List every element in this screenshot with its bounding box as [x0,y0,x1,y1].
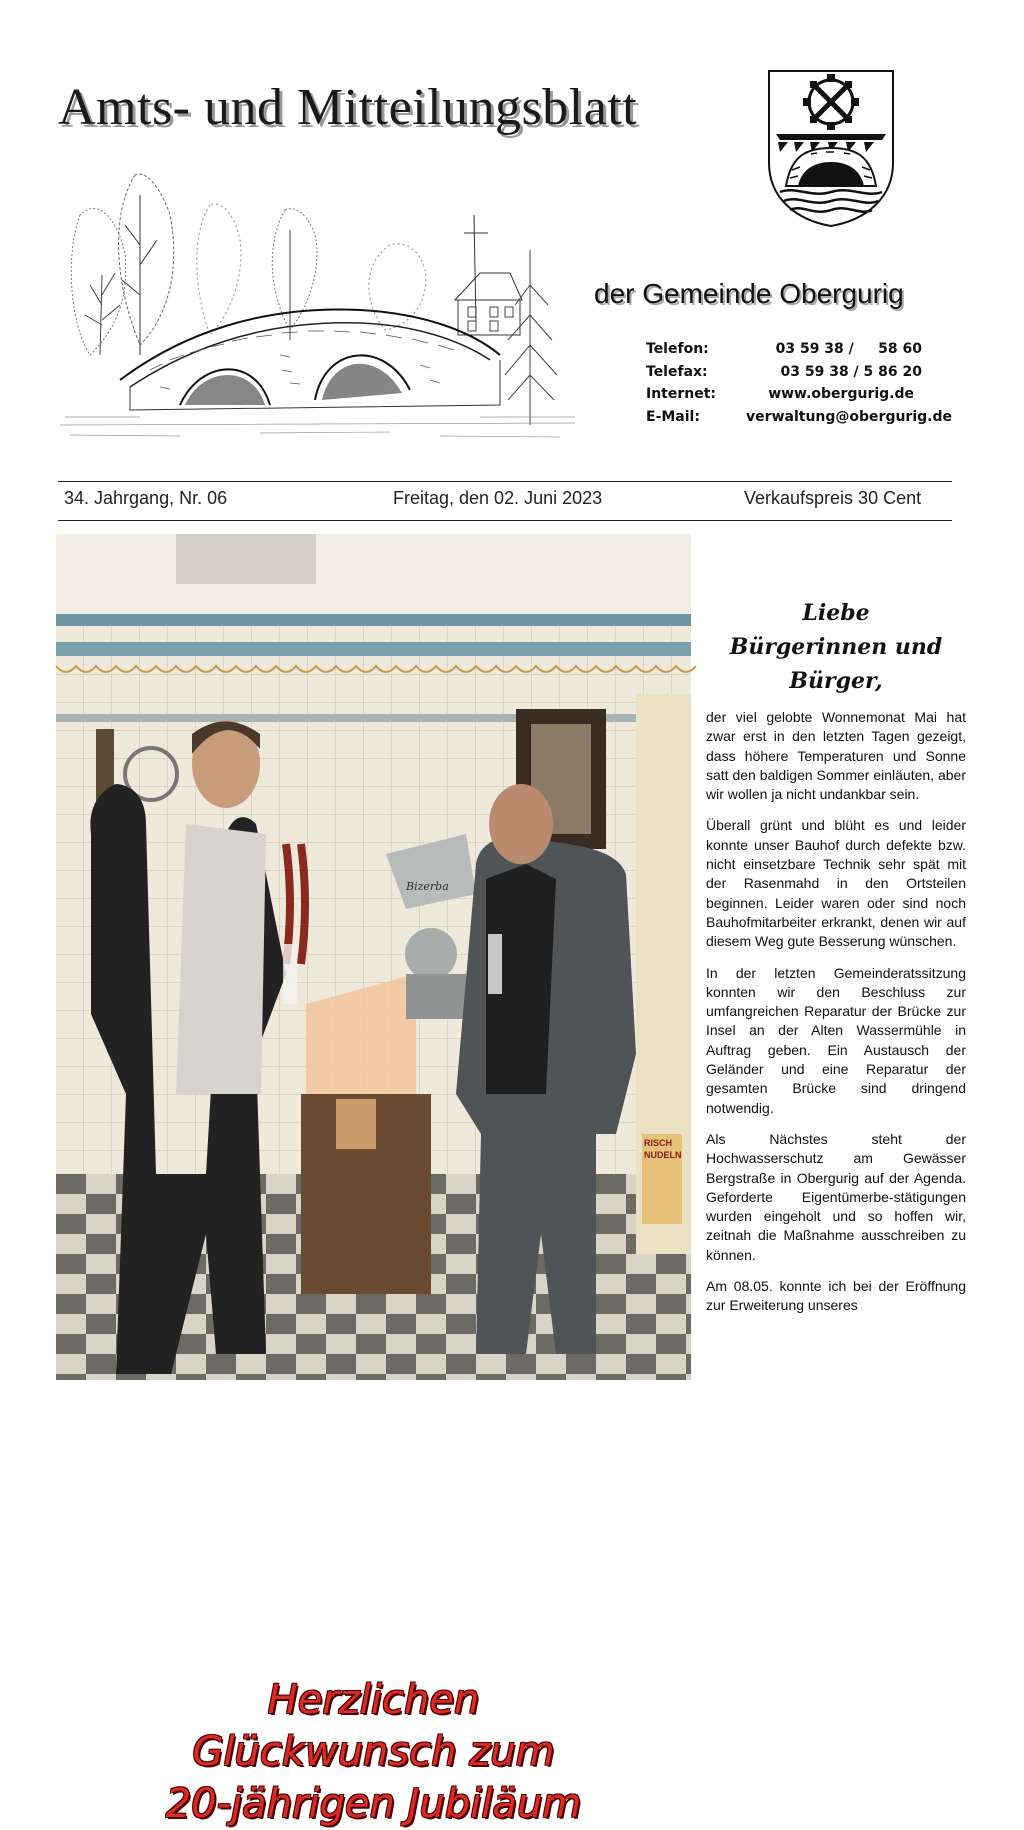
contact-label: Telefax: [646,363,708,380]
contact-block [646,338,952,428]
caption-line: 20-jährigen Jubiläum [165,1781,582,1827]
contact-label: Internet: [646,386,717,402]
contact-phone [646,338,952,361]
fax-number: 03 59 38 / 5 86 20 [780,363,922,380]
anniversary-caption [56,1674,691,1830]
letter-paragraph: Als Nächstes steht der Hochwasserschutz am Gewässer Bergstraße in Obergurig auf der Agenda. Geforderte Eigentümerbe-stätigungen wurden eingeholt und so hoffen wir, zeitnah die Maßnahme ausschreiben zu können. [706,1130,966,1263]
butcher-shop-photo [56,534,691,1380]
letter-paragraph: In der letzten Gemeinderatssitzung konnten wir den Beschluss zur umfangreichen Reparatur der Brücke zur Insel an der Alten Wassermühle in Auftrag geben. Ein Austausch der Geländer und eine Reparatur der gesamten Brücke sind dringend notwendig. [706,964,966,1116]
issue-volume: 34. Jahrgang, Nr. 06 [64,488,228,508]
issue-rule-top [58,481,952,482]
letter-paragraph: der viel gelobte Wonnemonat Mai hat zwar erst in den letzten Tagen gezeigt, dass höhere Temperaturen und Sonne satt den baldigen Sommer einläuten, aber wir wollen ja nicht undankbar sein. [706,709,966,803]
scale-brand-label: Bizerba [406,880,449,893]
coat-of-arms-icon [766,68,896,228]
issue-rule-bottom [58,520,952,521]
caption-line: Glückwunsch zum [192,1729,555,1775]
phone-number: 03 59 38 / 58 60 [775,341,922,357]
masthead-title: Amts- und Mitteilungsblatt [58,79,638,136]
contact-label: Telefon: [646,341,709,357]
letter-paragraph: Am 08.05. konnte ich bei der Eröffnung zur Erweiterung unseres [706,1278,966,1314]
issue-price: Verkaufspreis 30 Cent [744,488,922,508]
cover-photo [56,534,691,1827]
caption-line: Herzlichen [267,1677,480,1723]
website-link[interactable]: www.obergurig.de [768,386,914,402]
letter-paragraph: Überall grünt und blüht es und leider konnte unser Bauhof durch defekte bzw. nicht einsetzbare Technik sehr spät mit der Rasenmahd in den Ortsteilen beginnen. Leider waren oder sind noch Bauhofmitarbeiter erkrankt, denen wir auf diesem Weg gute Besserung wünschen. [706,817,966,950]
email-link[interactable]: verwaltung@obergurig.de [746,408,952,425]
box-label-1: RISCH [644,1138,673,1148]
box-label-2: NUDELN [644,1150,682,1160]
mayor-letter [706,596,966,1328]
contact-email [646,406,952,429]
salutation-line: Bürgerinnen und [729,634,943,660]
letter-salutation [706,596,966,698]
salutation-line: Bürger, [789,668,883,694]
bridge-sketch-illustration [60,155,575,445]
salutation-line: Liebe [802,600,870,626]
contact-internet [646,383,952,406]
municipality-subtitle: der Gemeinde Obergurig [594,278,904,309]
contact-fax [646,361,952,384]
issue-date: Freitag, den 02. Juni 2023 [393,488,603,508]
contact-label: E-Mail: [646,408,700,425]
